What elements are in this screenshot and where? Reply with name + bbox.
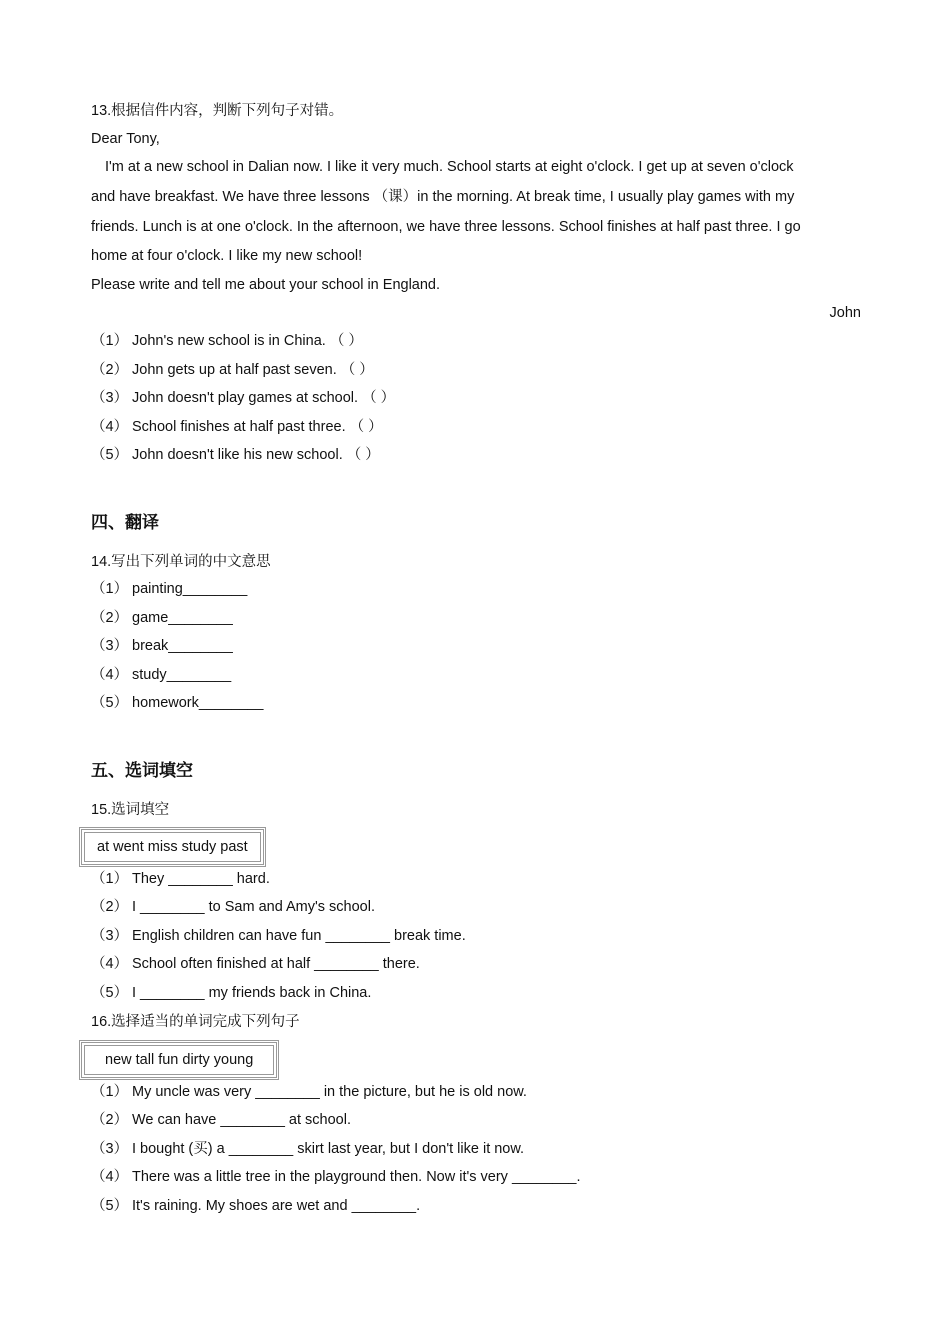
q15-item-3 (91, 926, 466, 946)
item-number: （3） (91, 638, 129, 654)
item-text: break________ (132, 638, 233, 654)
q14-title: 14.写出下列单词的中文意思 (91, 554, 271, 570)
item-text: I ________ my friends back in China. (132, 985, 372, 1001)
item-number: （2） (91, 610, 129, 626)
item-text: English children can have fun ________ break time. (132, 928, 466, 944)
item-text: We can have ________ at school. (132, 1112, 352, 1128)
item-number: （2） (91, 899, 129, 915)
q15-title: 15.选词填空 (91, 802, 170, 818)
item-text: There was a little tree in the playground then. Now it's very ________. (132, 1169, 581, 1185)
item-text: John doesn't like his new school. （ ） (132, 447, 380, 463)
q15-item-1 (91, 869, 270, 889)
q14-item-2 (91, 608, 233, 628)
q16-item-1 (91, 1082, 527, 1102)
item-number: （4） (91, 1169, 129, 1185)
q14-item-3 (91, 636, 233, 656)
item-text: I bought (买) a ________ skirt last year, but I don't like it now. (132, 1141, 525, 1157)
q15-item-5 (91, 983, 371, 1003)
word-bank: at went miss study past (84, 832, 261, 862)
item-number: （1） (91, 1084, 129, 1100)
section-heading-fill-in: 五、选词填空 (91, 761, 193, 781)
item-text: I ________ to Sam and Amy's school. (132, 899, 375, 915)
item-text: homework________ (132, 695, 264, 711)
section-heading-translation: 四、翻译 (91, 513, 159, 533)
q13-item-2 (91, 360, 374, 380)
letter-signature: John (829, 305, 861, 321)
word-bank: new tall fun dirty young (84, 1045, 274, 1075)
item-number: （3） (91, 390, 129, 406)
letter-line: and have breakfast. We have three lessons （课）in the morning. At break time, I usually play games with my (91, 189, 795, 205)
item-text: John gets up at half past seven. （ ） (132, 362, 374, 378)
item-number: （1） (91, 581, 129, 597)
letter-greeting: Dear Tony, (91, 131, 160, 147)
item-text: painting________ (132, 581, 248, 597)
q16-item-4 (91, 1167, 581, 1187)
q16-title: 16.选择适当的单词完成下列句子 (91, 1014, 300, 1030)
item-number: （3） (91, 1141, 129, 1157)
item-text: study________ (132, 667, 232, 683)
item-number: （2） (91, 362, 129, 378)
q16-item-5 (91, 1196, 420, 1216)
letter-line: friends. Lunch is at one o'clock. In the afternoon, we have three lessons. School finishes at half past three. I go (91, 219, 801, 235)
q13-title: 13.根据信件内容，判断下列句子对错。 (91, 103, 344, 119)
item-number: （1） (91, 333, 129, 349)
q13-item-4 (91, 417, 383, 437)
letter-line: I'm at a new school in Dalian now. I like it very much. School starts at eight o'clock. I get up at seven o'clock (105, 159, 794, 175)
item-text: It's raining. My shoes are wet and ________. (132, 1198, 421, 1214)
item-text: School often finished at half ________ there. (132, 956, 420, 972)
item-number: （5） (91, 1198, 129, 1214)
q16-item-3 (91, 1139, 524, 1159)
q13-item-5 (91, 445, 380, 465)
item-text: game________ (132, 610, 233, 626)
letter-line: home at four o'clock. I like my new school! (91, 248, 363, 264)
item-text: School finishes at half past three. （ ） (132, 419, 383, 435)
q15-item-4 (91, 954, 420, 974)
q13-item-3 (91, 388, 395, 408)
item-text: John's new school is in China. （ ） (132, 333, 363, 349)
q14-item-5 (91, 693, 263, 713)
letter-line: Please write and tell me about your school in England. (91, 277, 441, 293)
q15-item-2 (91, 897, 375, 917)
item-number: （4） (91, 956, 129, 972)
q16-word-box (79, 1040, 279, 1080)
item-number: （3） (91, 928, 129, 944)
item-number: （4） (91, 419, 129, 435)
item-text: My uncle was very ________ in the picture, but he is old now. (132, 1084, 527, 1100)
item-number: （1） (91, 871, 129, 887)
item-number: （2） (91, 1112, 129, 1128)
q13-item-1 (91, 331, 363, 351)
item-number: （4） (91, 667, 129, 683)
q16-item-2 (91, 1110, 351, 1130)
q14-item-1 (91, 579, 247, 599)
q15-word-box (79, 827, 266, 867)
item-number: （5） (91, 985, 129, 1001)
item-number: （5） (91, 447, 129, 463)
item-text: They ________ hard. (132, 871, 270, 887)
item-number: （5） (91, 695, 129, 711)
item-text: John doesn't play games at school. （ ） (132, 390, 396, 406)
q14-item-4 (91, 665, 231, 685)
